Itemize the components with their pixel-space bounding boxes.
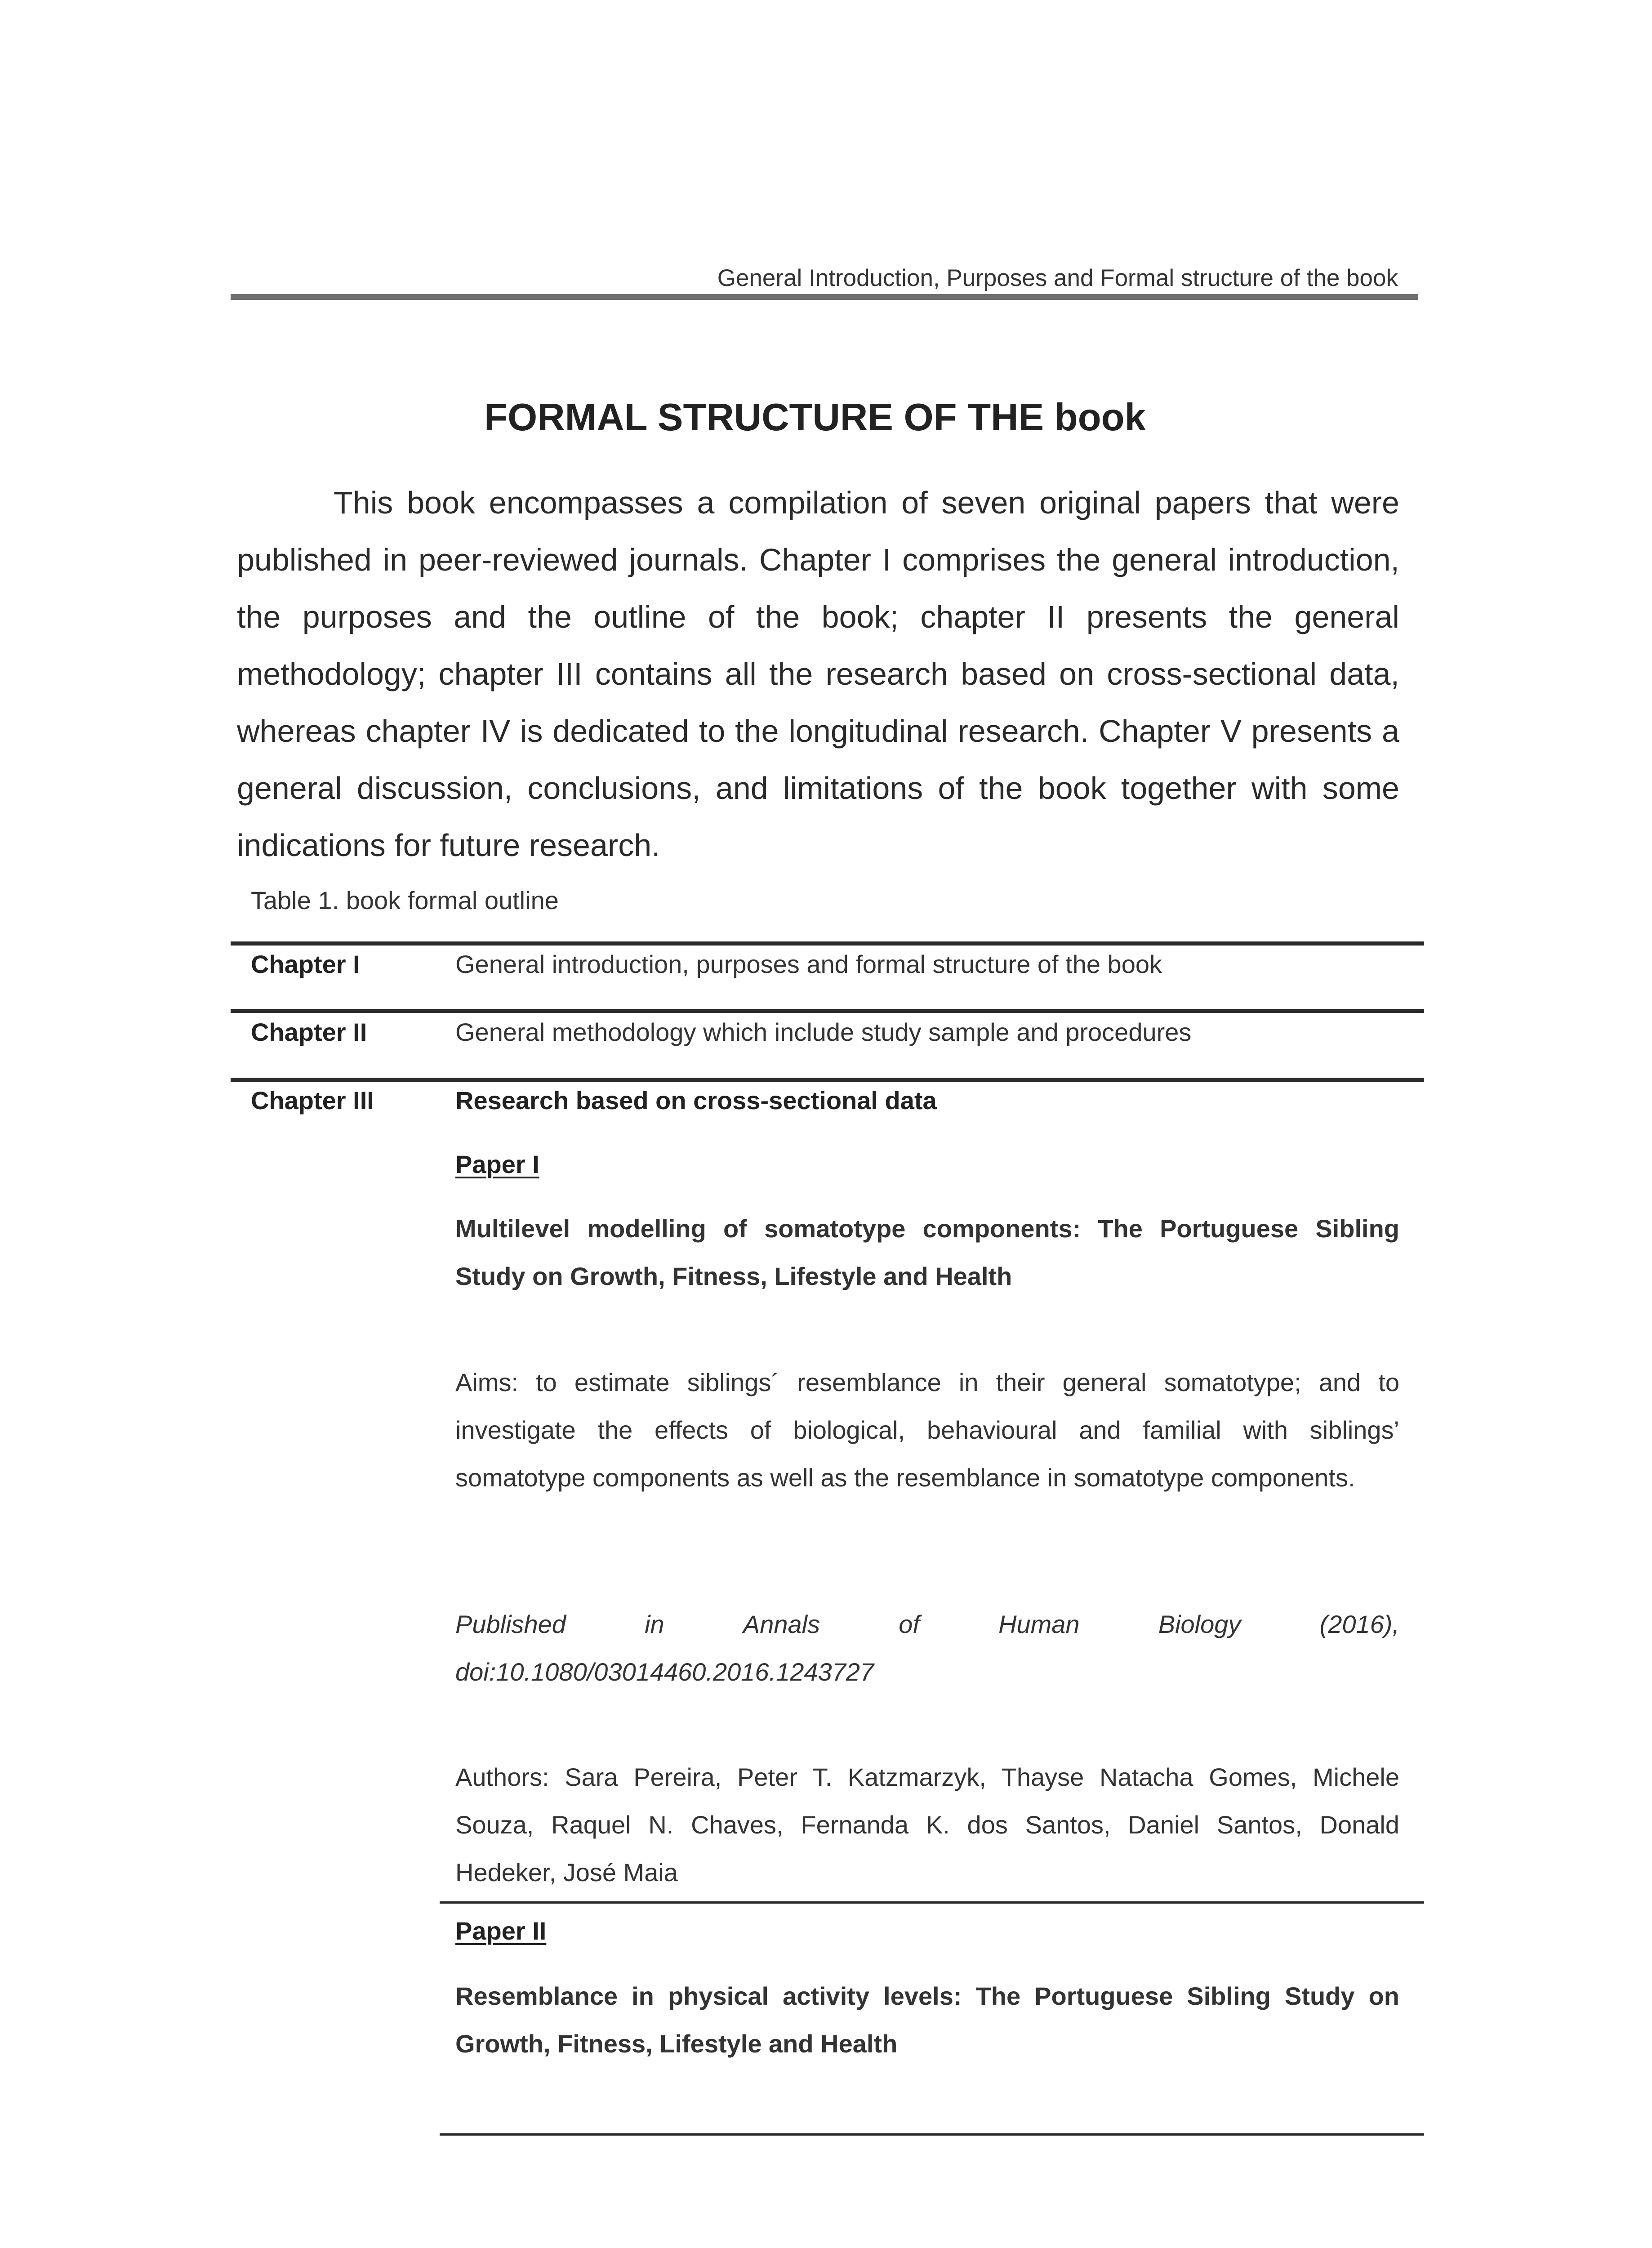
paper-1-title: Multilevel modelling of somatotype components: The Portuguese Sibling Study on Growth, Fitness, Lifestyle and Health: [455, 1214, 1399, 1290]
chapter-2-label: Chapter II: [251, 1018, 367, 1046]
paper-1-doi: doi:10.1080/03014460.2016.1243727: [455, 1658, 874, 1686]
chapter-1-label: Chapter I: [251, 950, 360, 978]
table-rule-top: [231, 941, 1424, 946]
paper-1-authors: Authors: Sara Pereira, Peter T. Katzmarzyk, Thayse Natacha Gomes, Michele Souza, Raquel N. Chaves, Fernanda K. dos Santos, Daniel Santos, Donald Hedeker, José Maia: [455, 1763, 1399, 1887]
published-word: Published: [455, 1610, 566, 1638]
header-rule: [231, 294, 1418, 300]
chapter-2-description: General methodology which include study sample and procedures: [455, 1018, 1192, 1046]
chapter-3-label: Chapter III: [251, 1086, 374, 1115]
table-rule-chapter-2: [231, 1009, 1424, 1013]
published-word: in: [645, 1610, 664, 1638]
published-word: Biology: [1158, 1610, 1241, 1638]
paper-2-title: Resemblance in physical activity levels: The Portuguese Sibling Study on Growth, Fitness, Lifestyle and Health: [455, 1982, 1399, 2058]
chapter-1-description: General introduction, purposes and formal structure of the book: [455, 950, 1162, 978]
intro-paragraph: This book encompasses a compilation of seven original papers that were published in peer-reviewed journals. Chapter I comprises the general introduction, the purposes and the outline of the book; chapter II presents the general methodology; chapter III contains all the research based on cross-sectional data, whereas chapter IV is dedicated to the longitudinal research. Chapter V presents a general discussion, conclusions, and limitations of the book together with some indications for future research.: [237, 485, 1399, 863]
published-word: Human: [998, 1610, 1080, 1638]
paper-1-published-line: [455, 1610, 1399, 1639]
table-rule-bottom: [440, 2133, 1424, 2136]
table-rule-chapter-3: [231, 1078, 1424, 1082]
table-rule-paper-2: [440, 1901, 1424, 1904]
paper-2-label: Paper II: [455, 1917, 547, 1945]
running-head: General Introduction, Purposes and Formal structure of the book: [717, 265, 1398, 291]
paper-1-label: Paper I: [455, 1150, 539, 1178]
published-word: of: [899, 1610, 920, 1638]
table-caption: Table 1. book formal outline: [251, 886, 559, 914]
published-word: Annals: [743, 1610, 820, 1638]
paper-1-aims: Aims: to estimate siblings´ resemblance in their general somatotype; and to investigate the effects of biological, behavioural and familial with siblings’ somatotype components as well as the resemblance in somatotype components.: [455, 1368, 1399, 1492]
published-word: (2016),: [1319, 1610, 1399, 1638]
section-title: FORMAL STRUCTURE OF THE book: [484, 396, 1146, 439]
chapter-3-description: Research based on cross-sectional data: [455, 1086, 937, 1115]
